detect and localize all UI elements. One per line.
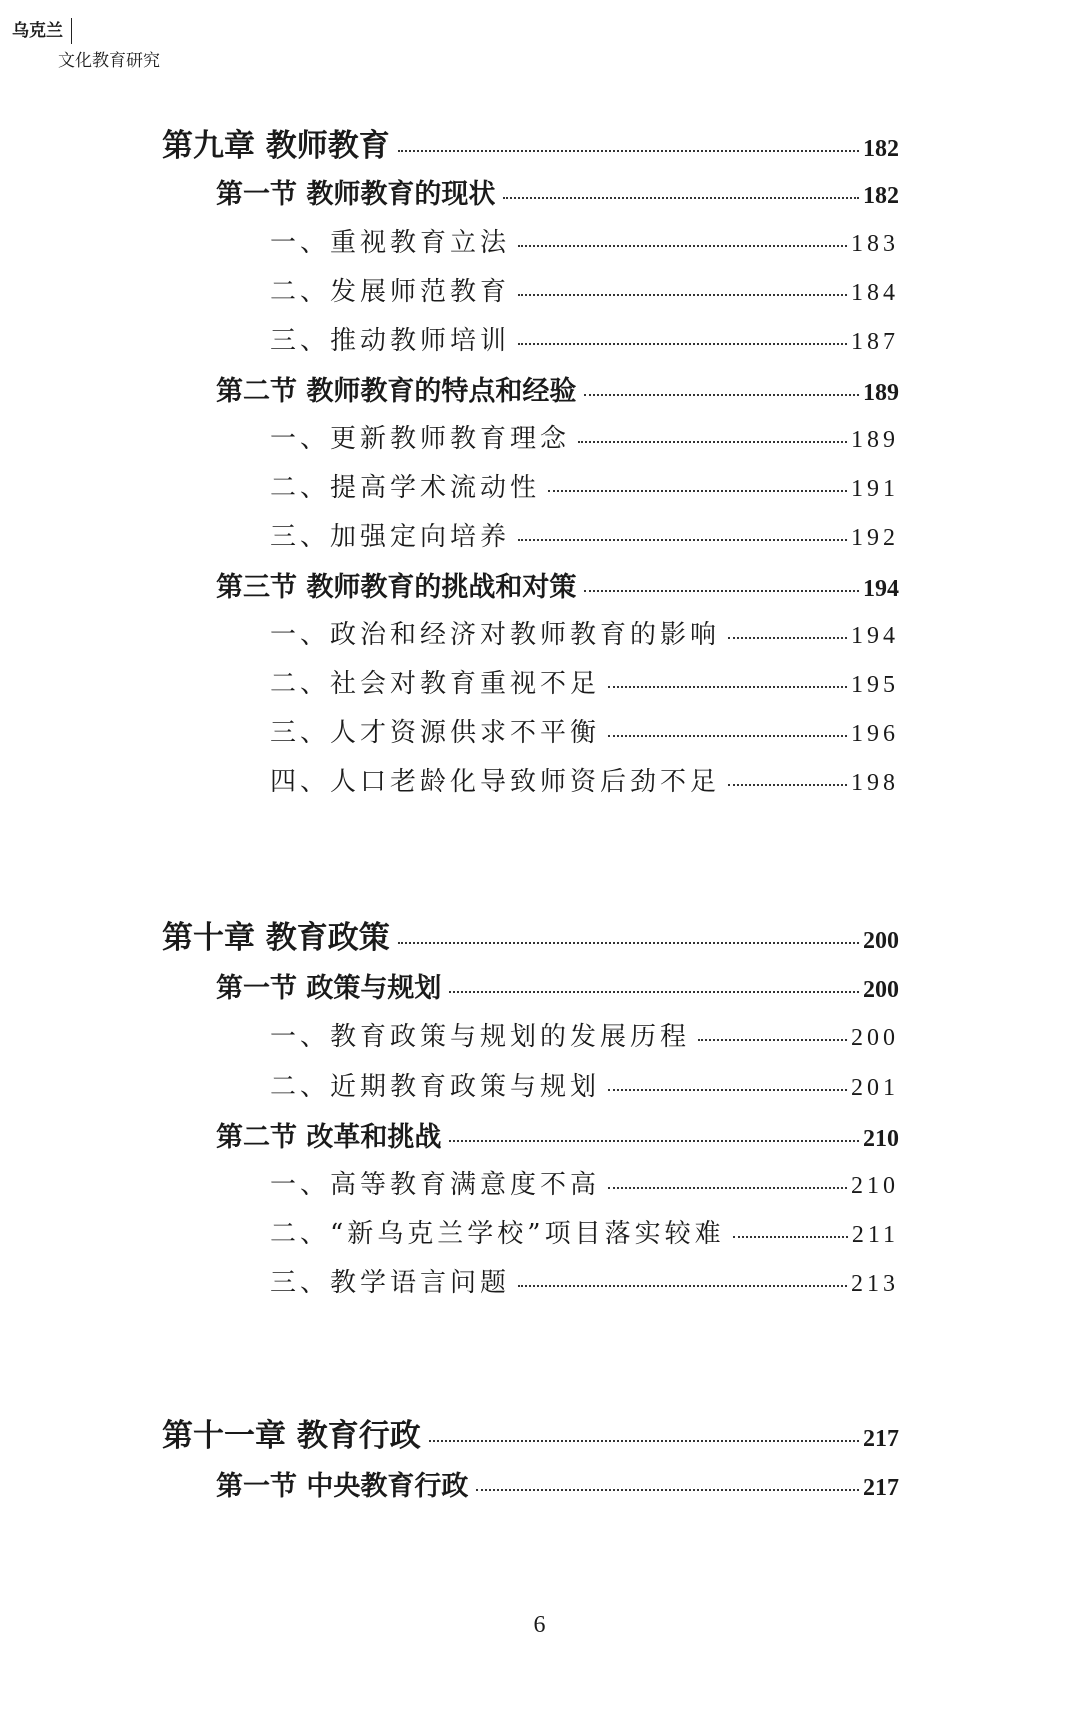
toc-entry-page: 182	[863, 136, 899, 162]
dot-leader	[518, 245, 847, 247]
toc-entry-page: 211	[851, 1222, 899, 1248]
toc-entry-page: 194	[863, 576, 899, 602]
toc-entry-page: 217	[863, 1426, 899, 1452]
toc-entry-page: 200	[863, 977, 899, 1003]
toc-subsection	[270, 467, 899, 504]
toc-subsection	[270, 1213, 899, 1250]
dot-leader	[608, 1089, 847, 1091]
toc-subsection	[270, 712, 899, 749]
toc-entry-page: 196	[851, 721, 899, 747]
toc-subsection	[270, 663, 899, 700]
toc-entry-title: 二、“新乌克兰学校”项目落实较难	[270, 1219, 725, 1249]
toc-subsection	[270, 222, 899, 259]
toc-section	[216, 369, 899, 408]
running-head-title: 乌克兰	[12, 18, 72, 44]
toc-entry-title: 第十章 教育政策	[162, 920, 390, 956]
toc-subsection	[270, 761, 899, 798]
toc-entry-title: 第一节 中央教育行政	[216, 1471, 469, 1502]
toc-entry-title: 第三节 教师教育的挑战和对策	[216, 572, 577, 603]
toc-section	[216, 565, 899, 604]
toc-entry-title: 二、近期教育政策与规划	[270, 1072, 601, 1102]
toc-entry-title: 三、推动教师培训	[270, 326, 511, 356]
toc-entry-title: 第二节 教师教育的特点和经验	[216, 376, 577, 407]
toc-entry-title: 四、人口老龄化导致师资后劲不足	[270, 767, 721, 797]
toc-subsection	[270, 271, 899, 308]
dot-leader	[733, 1236, 848, 1238]
toc-section	[216, 966, 899, 1005]
toc-entry-page: 200	[863, 928, 899, 954]
toc-entry-page: 191	[851, 476, 899, 502]
toc-entry-title: 三、教学语言问题	[270, 1268, 511, 1298]
toc-subsection	[270, 320, 899, 357]
toc-entry-title: 二、社会对教育重视不足	[270, 669, 601, 699]
toc-entry-page: 201	[851, 1075, 899, 1101]
toc-entry-page: 213	[851, 1271, 899, 1297]
toc-chapter-11	[162, 1410, 899, 1455]
toc-entry-page: 200	[851, 1025, 899, 1051]
toc-entry-page: 189	[863, 380, 899, 406]
toc-subsection	[270, 1164, 899, 1201]
toc-entry-title: 第十一章 教育行政	[162, 1418, 421, 1454]
dot-leader	[608, 1187, 847, 1189]
dot-leader	[476, 1489, 859, 1491]
dot-leader	[728, 637, 847, 639]
toc-entry-page: 210	[863, 1126, 899, 1152]
dot-leader	[608, 686, 847, 688]
toc-entry-page: 217	[863, 1475, 899, 1501]
toc-entry-title: 一、教育政策与规划的发展历程	[270, 1022, 691, 1052]
toc-entry-page: 198	[851, 770, 899, 796]
toc-entry-title: 二、发展师范教育	[270, 277, 511, 307]
toc-entry-page: 189	[851, 427, 899, 453]
dot-leader	[398, 150, 859, 152]
toc-entry-title: 一、更新教师教育理念	[270, 424, 571, 454]
toc-entry-page: 195	[851, 672, 899, 698]
toc-entry-page: 194	[851, 623, 899, 649]
toc-entry-page: 183	[851, 231, 899, 257]
running-head	[12, 18, 160, 71]
dot-leader	[518, 343, 847, 345]
toc-subsection	[270, 1066, 899, 1103]
toc-subsection	[270, 1262, 899, 1299]
dot-leader	[698, 1039, 847, 1041]
toc-entry-page: 182	[863, 183, 899, 209]
dot-leader	[449, 1140, 859, 1142]
toc-chapter-10	[162, 912, 899, 957]
dot-leader	[578, 441, 847, 443]
toc-entry-title: 第二节 改革和挑战	[216, 1122, 442, 1153]
toc-entry-title: 第九章 教师教育	[162, 128, 390, 164]
toc-subsection	[270, 614, 899, 651]
toc-entry-title: 一、重视教育立法	[270, 228, 511, 258]
dot-leader	[584, 590, 859, 592]
dot-leader	[518, 294, 847, 296]
toc-section	[216, 1464, 899, 1503]
toc-chapter-9	[162, 120, 899, 165]
toc-entry-page: 210	[851, 1173, 899, 1199]
toc-subsection	[270, 418, 899, 455]
dot-leader	[584, 394, 859, 396]
toc-entry-page: 187	[851, 329, 899, 355]
toc-entry-title: 二、提高学术流动性	[270, 473, 541, 503]
page-number: 6	[533, 1612, 546, 1638]
toc-section	[216, 172, 899, 211]
dot-leader	[608, 735, 847, 737]
toc-subsection	[270, 516, 899, 553]
toc-entry-page: 192	[851, 525, 899, 551]
running-head-subtitle: 文化教育研究	[58, 51, 160, 71]
dot-leader	[449, 991, 859, 993]
toc-entry-title: 第一节 政策与规划	[216, 973, 442, 1004]
dot-leader	[429, 1440, 859, 1442]
toc-entry-page: 184	[851, 280, 899, 306]
dot-leader	[503, 197, 859, 199]
dot-leader	[398, 942, 859, 944]
dot-leader	[518, 1285, 847, 1287]
toc-entry-title: 一、高等教育满意度不高	[270, 1170, 601, 1200]
dot-leader	[728, 784, 847, 786]
toc-section	[216, 1115, 899, 1154]
toc-entry-title: 三、人才资源供求不平衡	[270, 718, 601, 748]
toc-entry-title: 三、加强定向培养	[270, 522, 511, 552]
toc-subsection	[270, 1016, 899, 1053]
dot-leader	[548, 490, 847, 492]
toc-entry-title: 第一节 教师教育的现状	[216, 179, 496, 210]
toc-entry-title: 一、政治和经济对教师教育的影响	[270, 620, 721, 650]
dot-leader	[518, 539, 847, 541]
